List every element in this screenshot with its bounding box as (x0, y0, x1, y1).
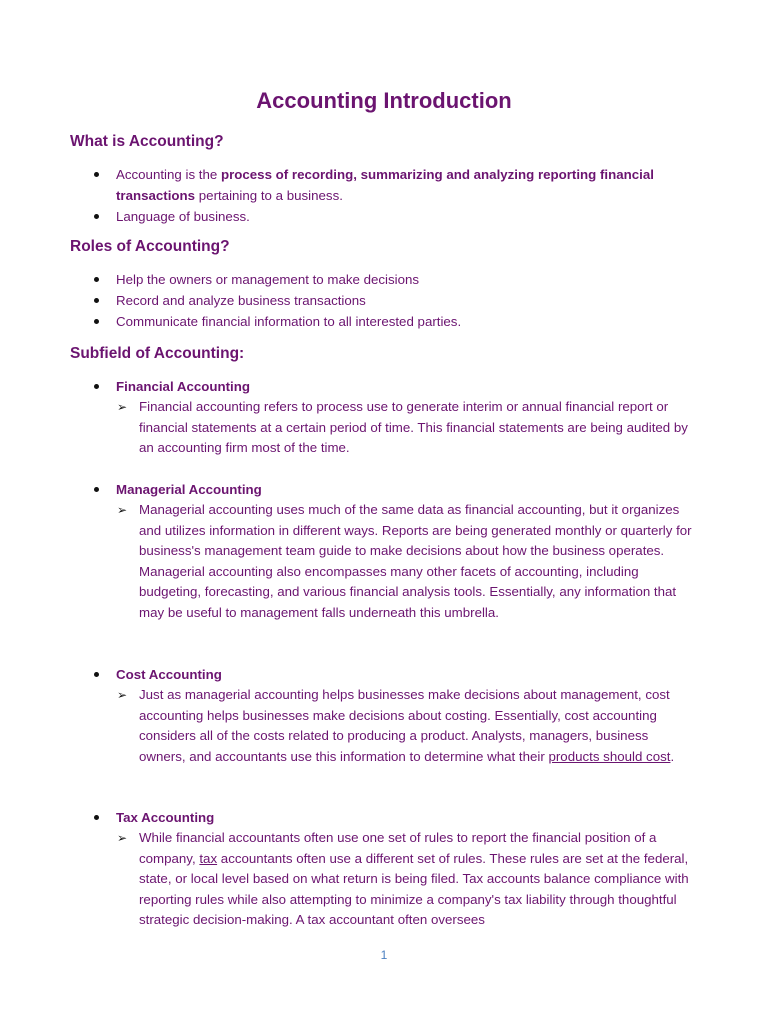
subfield-cost (93, 664, 703, 767)
list-item: Language of business. (93, 206, 696, 227)
arrow-bullet-icon: ➢ (117, 503, 128, 517)
tax-link[interactable]: tax (199, 850, 218, 866)
subfield-title: Tax Accounting (93, 807, 703, 828)
subfield-title: Financial Accounting (93, 376, 703, 397)
products-should-cost-link[interactable]: products should cost (548, 748, 671, 764)
what-is-list (93, 164, 696, 227)
section-heading-roles: Roles of Accounting? (70, 238, 230, 255)
subfield-description: ➢ Managerial accounting uses much of the same data as financial accounting, but it organizes and utilizes information in different ways. Reports are being generated monthly or quarterly for business's management team guide to make decisions about how the business operates. Managerial accounting also encompasses many other facets of accounting, including budgeting, forecasting, and various financial analysis tools. Essentially, any information that may be useful to management falls underneath this umbrella. (117, 502, 692, 620)
section-heading-subfield: Subfield of Accounting: (70, 345, 245, 362)
list-item: Help the owners or management to make decisions (93, 269, 696, 290)
section-heading-what-is: What is Accounting? (70, 133, 224, 150)
arrow-bullet-icon: ➢ (117, 400, 128, 414)
subfield-title: Managerial Accounting (93, 479, 703, 500)
arrow-bullet-icon: ➢ (117, 688, 128, 702)
page-title: Accounting Introduction (256, 88, 512, 113)
subfield-tax (93, 807, 703, 931)
subfield-title: Cost Accounting (93, 664, 703, 685)
page-number: 1 (380, 948, 388, 962)
list-item: Record and analyze business transactions (93, 290, 696, 311)
arrow-bullet-icon: ➢ (117, 831, 128, 845)
subfield-financial (93, 376, 703, 459)
list-item: Accounting is the process of recording, summarizing and analyzing reporting financial transactions pertaining to a business. (93, 164, 696, 206)
subfield-description: ➢ While financial accountants often use one set of rules to report the financial position of a company, tax accountants often use a different set of rules. These rules are set at the federal, state, or local level based on what return is being filed. Tax accounts balance compliance with reporting rules while also attempting to minimize a company's tax liability through thoughtful strategic decision-making. A tax accountant often oversees (117, 830, 689, 928)
roles-list (93, 269, 696, 332)
subfield-description: ➢ Financial accounting refers to process use to generate interim or annual financial report or financial statements at a certain period of time. This financial statements are being audited by an accounting firm most of the time. (117, 399, 688, 456)
subfield-managerial (93, 479, 703, 624)
subfield-description: ➢ Just as managerial accounting helps businesses make decisions about management, cost accounting helps businesses make decisions about costing. Essentially, cost accounting considers all of the costs related to producing a product. Analysts, managers, business owners, and accountants use this information to determine what their products should cost. (117, 687, 675, 764)
list-item: Communicate financial information to all interested parties. (93, 311, 696, 332)
